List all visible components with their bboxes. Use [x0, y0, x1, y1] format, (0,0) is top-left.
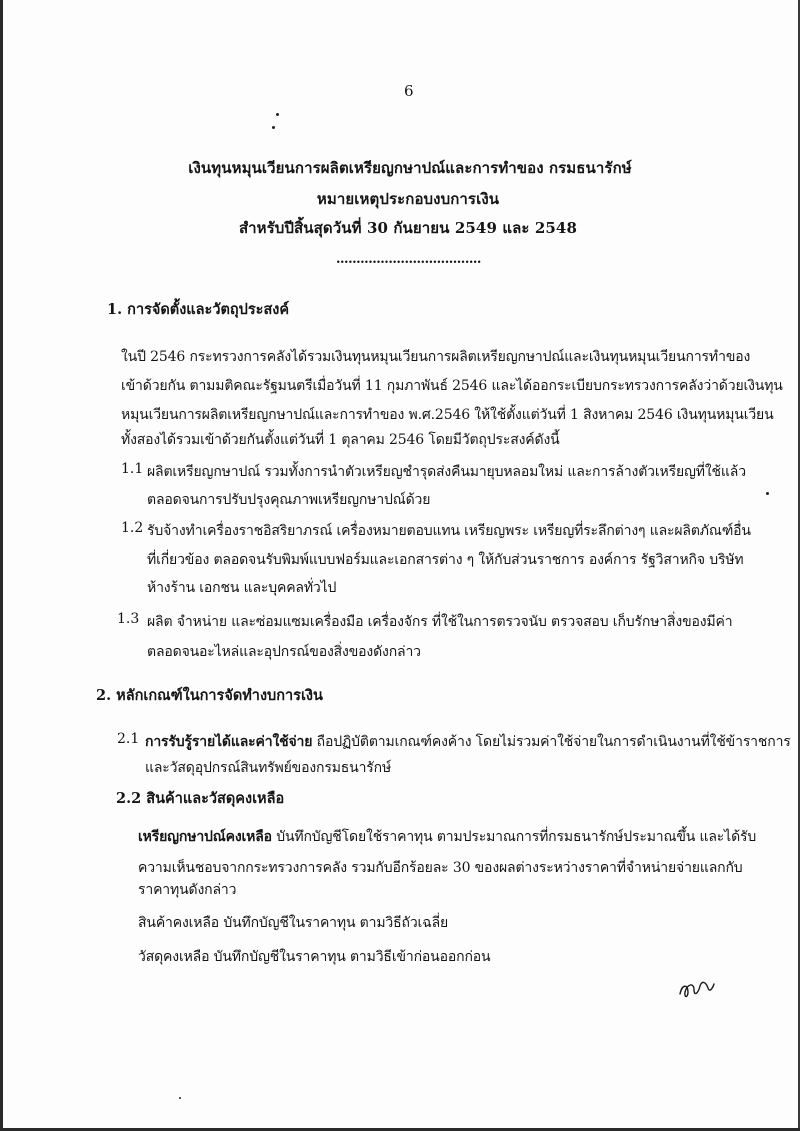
scan-speck	[766, 492, 769, 495]
coins-text: บันทึกบัญชีโดยใช้ราคาทุน ตามประมาณการที่กรมธนารักษ์ประมาณขึ้น และได้รับ	[271, 829, 757, 845]
item-2-1-line	[145, 731, 791, 753]
item-1-3-line: ตลอดจนอะไหล่และอุปกรณ์ของสิ่งของดังกล่าว	[147, 644, 421, 660]
coins-paragraph-line: ราคาทุนดังกล่าว	[138, 882, 237, 898]
section-1-heading: 1. การจัดตั้งและวัตถุประสงค์	[107, 301, 290, 318]
coins-lead: เหรียญกษาปณ์คงเหลือ	[138, 829, 272, 845]
item-1-2-line: รับจ้างทำเครื่องราชอิสริยาภรณ์ เครื่องหมายตอบแทน เหรียญพระ เหรียญที่ระลึกต่างๆ และผลิตภัณฑ์อื่น	[147, 523, 751, 539]
item-number: 1.3	[117, 611, 140, 627]
materials-line: วัสดุคงเหลือ บันทึกบัญชีในราคาทุน ตามวิธีเข้าก่อนออกก่อน	[138, 949, 491, 965]
coins-paragraph-line	[138, 826, 756, 848]
scan-speck	[272, 126, 275, 129]
scan-speck	[179, 1097, 181, 1099]
scan-speck	[276, 113, 279, 116]
section-1-intro-line: ทั้งสองได้รวมเข้าด้วยกันตั้งแต่วันที่ 1 ตุลาคม 2546 โดยมีวัตถุประสงค์ดังนี้	[121, 432, 560, 448]
goods-line: สินค้าคงเหลือ บันทึกบัญชีในราคาทุน ตามวิธีถัวเฉลี่ย	[138, 915, 449, 931]
document-title: เงินทุนหมุนเวียนการผลิตเหรียญกษาปณ์และการทำของ กรมธนารักษ์	[188, 159, 632, 177]
item-2-1-line: และวัสดุอุปกรณ์สินทรัพย์ของกรมธนารักษ์	[145, 760, 392, 776]
scan-edge-left	[0, 0, 3, 1131]
initials-signature	[676, 976, 716, 1002]
item-number: 1.1	[121, 461, 144, 477]
item-number: 1.2	[121, 520, 144, 536]
item-1-2-line: ที่เกี่ยวข้อง ตลอดจนรับพิมพ์แบบฟอร์มและเอกสารต่าง ๆ ให้กับส่วนราชการ องค์การ รัฐวิสาหกิจ บริษัท	[147, 552, 744, 568]
coins-paragraph-line: ความเห็นชอบจากกระทรวงการคลัง รวมกับอีกร้อยละ 30 ของผลต่างระหว่างราคาที่จำหน่ายจ่ายแลกกับ	[138, 860, 743, 876]
document-period: สำหรับปีสิ้นสุดวันที่ 30 กันยายน 2549 และ 2548	[238, 219, 578, 237]
section-1-intro-line: ในปี 2546 กระทรวงการคลังได้รวมเงินทุนหมุนเวียนการผลิตเหรียญกษาปณ์และเงินทุนหมุนเวียนการทำของ	[121, 349, 751, 365]
section-1-intro-line: หมุนเวียนการผลิตเหรียญกษาปณ์และการทำของ พ.ศ.2546 ให้ใช้ตั้งแต่วันที่ 1 สิงหาคม 2546 เงินทุนหมุนเวียน	[121, 407, 774, 423]
section-1-intro-line: เข้าด้วยกัน ตามมติคณะรัฐมนตรีเมื่อวันที่ 11 กุมภาพันธ์ 2546 และได้ออกระเบียบกระทรวงการคลังว่าด้วยเงินทุน	[121, 378, 783, 394]
item-2-1-text: ถือปฏิบัติตามเกณฑ์คงค้าง โดยไม่รวมค่าใช้จ่ายในการดำเนินงานที่ใช้ข้าราชการ	[312, 734, 791, 750]
item-1-1-line: ตลอดจนการปรับปรุงคุณภาพเหรียญกษาปณ์ด้วย	[147, 492, 431, 508]
title-separator: ....................................	[336, 252, 481, 267]
item-1-2-line: ห้างร้าน เอกชน และบุคคลทั่วไป	[147, 580, 337, 596]
item-2-1-lead: การรับรู้รายได้และค่าใช้จ่าย	[145, 734, 313, 750]
document-subtitle: หมายเหตุประกอบงบการเงิน	[316, 190, 500, 208]
page-number: 6	[404, 82, 414, 100]
item-number: 2.1	[117, 731, 140, 747]
section-2-heading: 2. หลักเกณฑ์ในการจัดทำงบการเงิน	[96, 687, 323, 704]
item-2-2-heading: 2.2 สินค้าและวัสดุคงเหลือ	[116, 790, 285, 807]
item-1-1-line: ผลิตเหรียญกษาปณ์ รวมทั้งการนำตัวเหรียญชำรุดส่งคืนมายุบหลอมใหม่ และการล้างตัวเหรียญที่ใช้แล้ว	[147, 464, 746, 480]
item-1-3-line: ผลิต จำหน่าย และซ่อมแซมเครื่องมือ เครื่องจักร ที่ใช้ในการตรวจนับ ตรวจสอบ เก็บรักษาสิ่งของมีค่า	[147, 614, 733, 630]
